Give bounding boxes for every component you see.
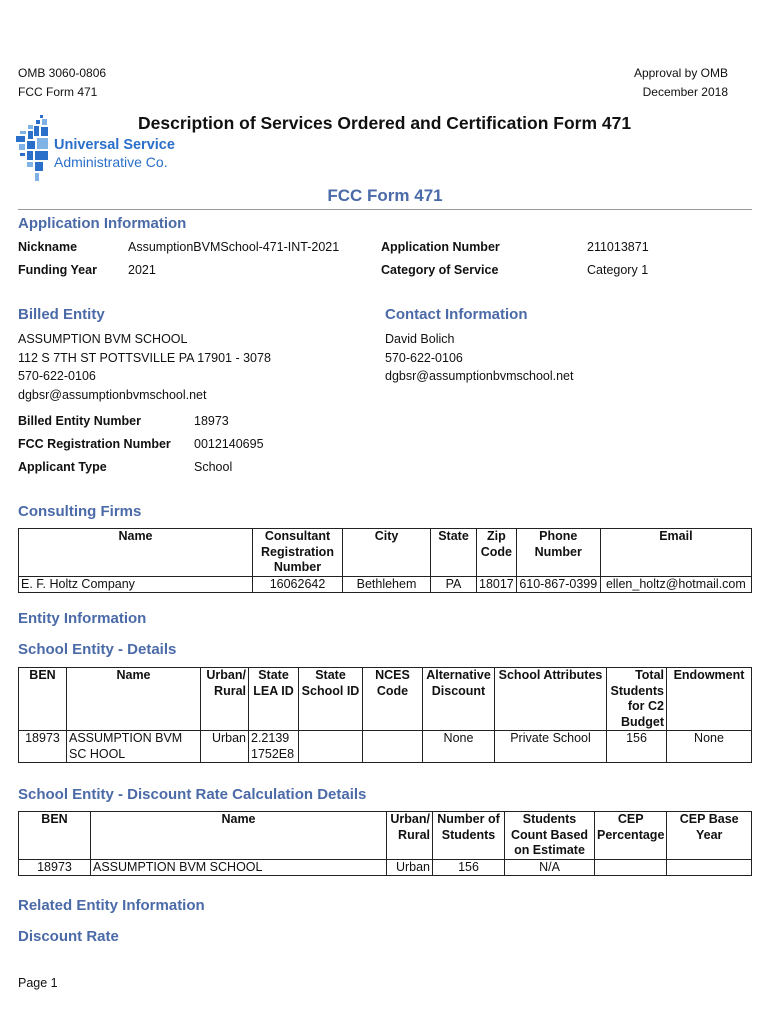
consulting-firms-table: [18, 528, 752, 593]
cell-state-lea-id: 2.2139 1752E8: [249, 731, 299, 763]
ben-value: 18973: [194, 414, 229, 428]
cell-number-of-students: 156: [433, 859, 505, 876]
col-city: City: [343, 529, 431, 577]
category-label: Category of Service: [381, 263, 499, 277]
table-row: [19, 731, 752, 763]
cell-name: ASSUMPTION BVM SC HOOL: [67, 731, 201, 763]
omb-number: OMB 3060-0806: [18, 66, 107, 80]
application-number-value: 211013871: [587, 240, 649, 254]
billed-entity-address-block: [18, 330, 271, 404]
logo-line-2: Administrative Co.: [54, 154, 168, 170]
cell-zip: 18017: [477, 576, 517, 593]
billed-entity-heading: Billed Entity: [18, 306, 105, 323]
applicant-type-value: School: [194, 460, 233, 474]
cell-phone: 610-867-0399: [516, 576, 600, 593]
header-left: [18, 64, 106, 102]
col-ben: BEN: [19, 668, 67, 731]
col-consultant-registration: Consultant Registration Number: [253, 529, 343, 577]
col-endowment: Endowment: [667, 668, 752, 731]
col-urban-rural: Urban/ Rural: [387, 812, 433, 860]
col-alternative-discount: Alternative Discount: [423, 668, 495, 731]
cell-cep-percentage: [595, 859, 667, 876]
contact-email: dgbsr@assumptionbvmschool.net: [385, 369, 574, 383]
billed-entity-email: dgbsr@assumptionbvmschool.net: [18, 387, 207, 402]
cell-students-estimate: N/A: [505, 859, 595, 876]
cell-name: E. F. Holtz Company: [19, 576, 253, 593]
contact-info-heading: Contact Information: [385, 306, 528, 323]
contact-phone: 570-622-0106: [385, 350, 463, 365]
col-state: State: [431, 529, 477, 577]
cell-crn: 16062642: [253, 576, 343, 593]
col-email: Email: [600, 529, 751, 577]
col-urban-rural: Urban/ Rural: [201, 668, 249, 731]
cell-nces-code: [363, 731, 423, 763]
funding-year-label: Funding Year: [18, 263, 97, 277]
col-school-attributes: School Attributes: [495, 668, 607, 731]
col-state-school-id: State School ID: [299, 668, 363, 731]
cell-alternative-discount: None: [423, 731, 495, 763]
col-zip: Zip Code: [477, 529, 517, 577]
form-number: FCC Form 471: [18, 85, 98, 99]
col-ben: BEN: [19, 812, 91, 860]
divider: [18, 209, 752, 210]
header-right: [634, 64, 728, 102]
cell-ben: 18973: [19, 859, 91, 876]
cell-school-attributes: Private School: [495, 731, 607, 763]
col-name: Name: [67, 668, 201, 731]
discount-calc-heading: School Entity - Discount Rate Calculation Details: [18, 786, 367, 803]
cell-total-students: 156: [607, 731, 667, 763]
col-name: Name: [91, 812, 387, 860]
table-row: [19, 859, 752, 876]
col-phone: Phone Number: [516, 529, 600, 577]
discount-calc-table: [18, 811, 752, 876]
form-name-heading: FCC Form 471: [327, 186, 443, 205]
applicant-type-label: Applicant Type: [18, 460, 107, 474]
fcc-registration-label: FCC Registration Number: [18, 437, 171, 451]
cell-cep-base-year: [667, 859, 752, 876]
col-cep-percentage: CEP Percentage: [595, 812, 667, 860]
logo-line-1: Universal Service: [54, 137, 175, 153]
page-number: Page 1: [18, 976, 58, 990]
contact-block: [385, 330, 573, 386]
cell-ben: 18973: [19, 731, 67, 763]
school-details-heading: School Entity - Details: [18, 641, 177, 658]
cell-email: ellen_holtz@hotmail.com: [600, 576, 751, 593]
application-number-label: Application Number: [381, 240, 500, 254]
cell-endowment: None: [667, 731, 752, 763]
school-details-table: [18, 667, 752, 763]
col-students-estimate: Students Count Based on Estimate: [505, 812, 595, 860]
table-header-row: [19, 812, 752, 860]
table-row: [19, 576, 752, 593]
related-entity-heading: Related Entity Information: [18, 897, 205, 914]
col-nces-code: NCES Code: [363, 668, 423, 731]
col-state-lea-id: State LEA ID: [249, 668, 299, 731]
billed-entity-phone: 570-622-0106: [18, 369, 96, 383]
application-info-heading: Application Information: [18, 215, 187, 232]
approval-date: December 2018: [642, 85, 728, 99]
cell-state: PA: [431, 576, 477, 593]
discount-rate-heading: Discount Rate: [18, 928, 119, 945]
nickname-value: AssumptionBVMSchool-471-INT-2021: [128, 240, 340, 254]
contact-name: David Bolich: [385, 332, 455, 346]
cell-state-school-id: [299, 731, 363, 763]
col-cep-base-year: CEP Base Year: [667, 812, 752, 860]
cell-urban-rural: Urban: [201, 731, 249, 763]
page-title: Description of Services Ordered and Certification Form 471: [138, 113, 632, 133]
table-header-row: [19, 529, 752, 577]
nickname-label: Nickname: [18, 240, 78, 254]
col-name: Name: [19, 529, 253, 577]
billed-entity-address: 112 S 7TH ST POTTSVILLE PA 17901 - 3078: [18, 350, 271, 365]
ben-label: Billed Entity Number: [18, 414, 141, 428]
entity-info-heading: Entity Information: [18, 610, 147, 627]
approval-text: Approval by OMB: [633, 66, 728, 80]
col-total-students: Total Students for C2 Budget: [607, 668, 667, 731]
cell-name: ASSUMPTION BVM SCHOOL: [91, 859, 387, 876]
funding-year-value: 2021: [128, 263, 156, 277]
consulting-firms-heading: Consulting Firms: [18, 503, 142, 520]
col-number-of-students: Number of Students: [433, 812, 505, 860]
fcc-registration-value: 0012140695: [194, 437, 264, 451]
table-header-row: [19, 668, 752, 731]
cell-urban-rural: Urban: [387, 859, 433, 876]
billed-entity-name: ASSUMPTION BVM SCHOOL: [18, 332, 188, 346]
category-value: Category 1: [587, 263, 649, 277]
cell-city: Bethlehem: [343, 576, 431, 593]
